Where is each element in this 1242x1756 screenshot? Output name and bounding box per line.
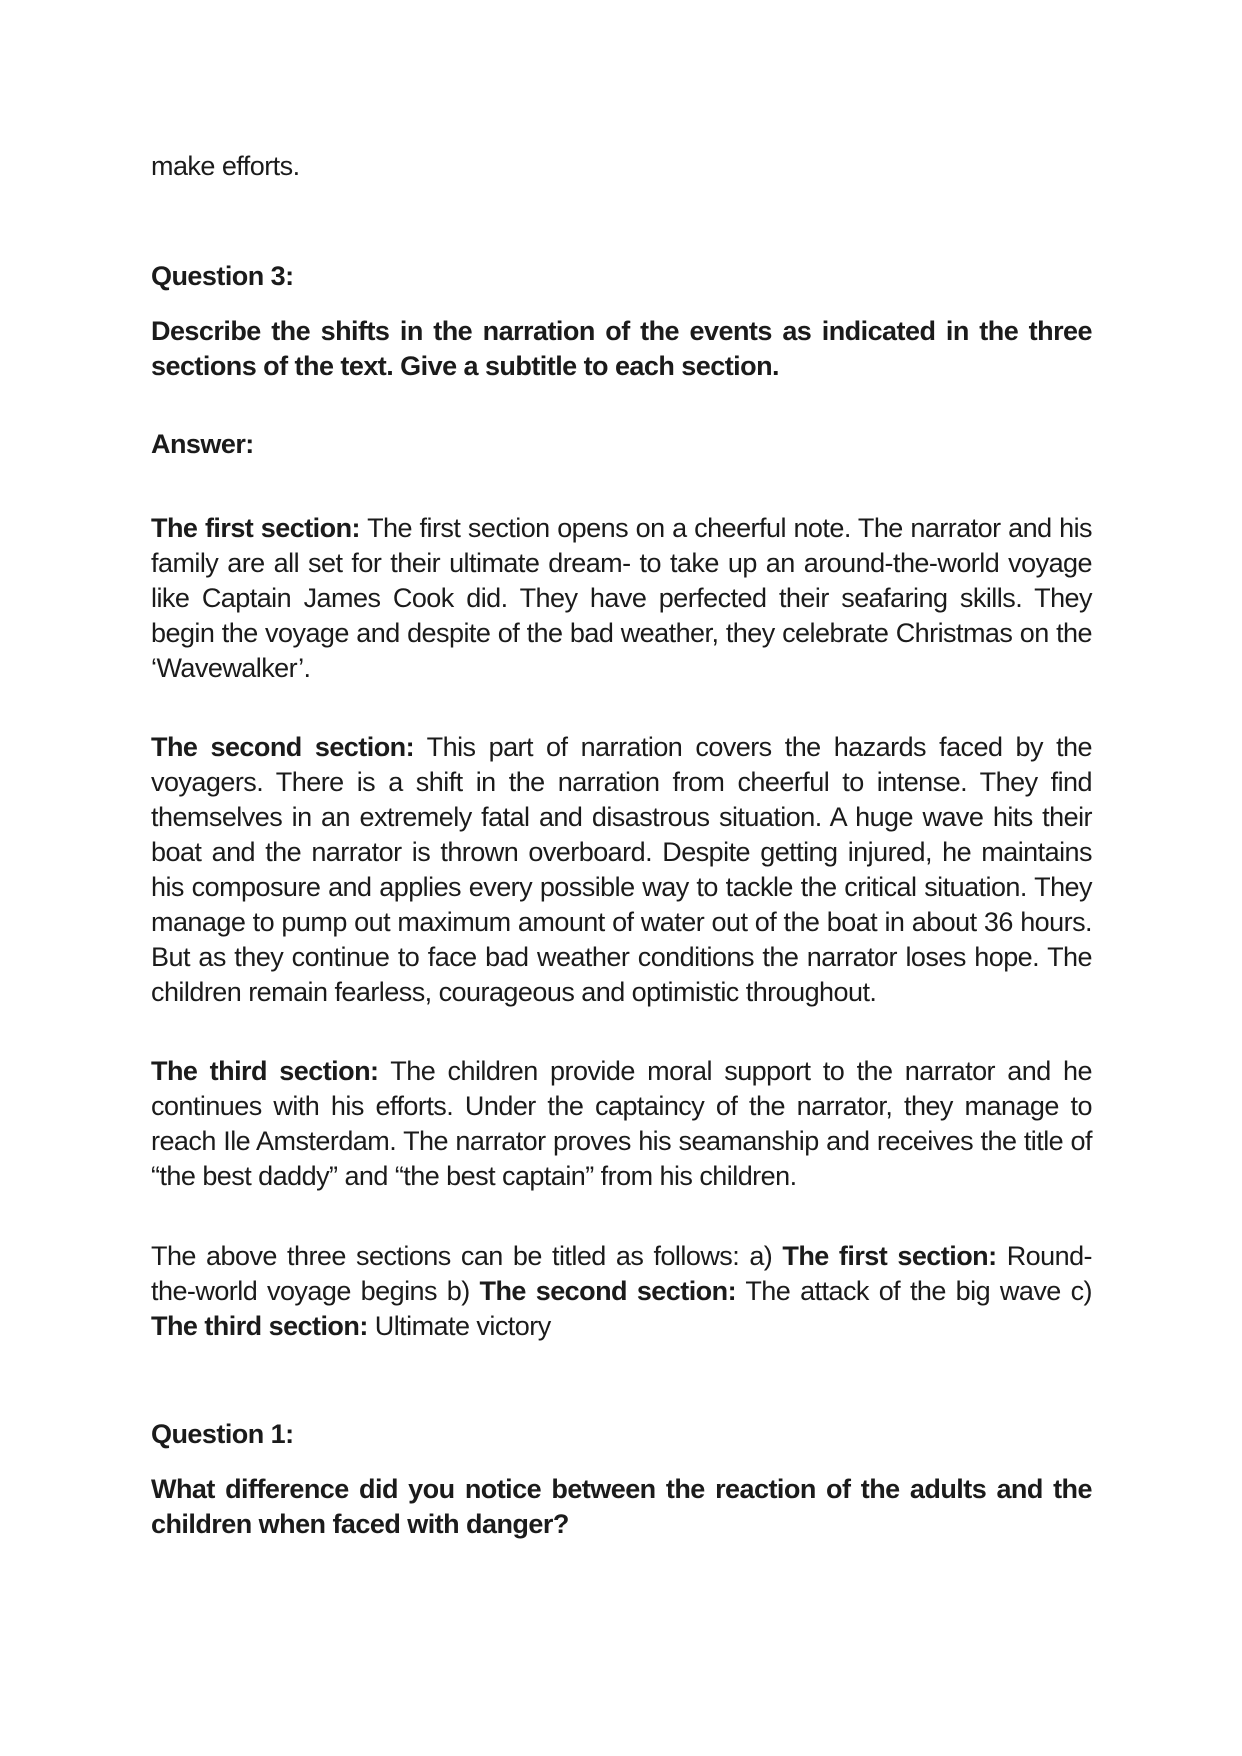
section-titles-paragraph	[151, 1239, 1092, 1344]
question-3-heading: Question 3:	[151, 261, 294, 291]
paragraph-fragment-make-efforts: make efforts.	[151, 151, 300, 181]
titles-seg-intro: The above three sections can be titled as follows: a)	[151, 1241, 783, 1271]
titles-seg-first-title: Round-the-world voyage begins b)	[151, 1241, 1093, 1306]
second-section-paragraph	[151, 730, 1092, 1010]
first-section-paragraph	[151, 511, 1092, 686]
answer-heading: Answer:	[151, 429, 254, 459]
question-3-text: Describe the shifts in the narration of the events as indicated in the three sections of the text. Give a subtitle to each section.	[151, 316, 1092, 381]
first-section-body: The first section opens on a cheerful note. The narrator and his family are all set for their ultimate dream- to take up an around-the-world voyage like Captain James Cook did. They have perfected their seafaring skills. They begin the voyage and despite of the bad weather, they celebrate Christmas on the ‘Wavewalker’.	[151, 513, 1092, 683]
titles-seg-second-title: The attack of the big wave c)	[736, 1276, 1092, 1306]
second-section-body: This part of narration covers the hazards faced by the voyagers. There is a shift in the narration from cheerful to intense. They find themselves in an extremely fatal and disastrous situation. A huge wave hits their boat and the narrator is thrown overboard. Despite getting injured, he maintains his composure and applies every possible way to tackle the critical situation. They manage to pump out maximum amount of water out of the boat in about 36 hours. But as they continue to face bad weather conditions the narrator loses hope. The children remain fearless, courageous and optimistic throughout.	[151, 732, 1092, 1007]
third-section-lead: The third section:	[151, 1056, 379, 1086]
titles-seg-second-section-label: The second section:	[479, 1276, 737, 1306]
first-section-lead: The first section:	[151, 513, 360, 543]
titles-seg-third-title: Ultimate victory	[367, 1311, 551, 1341]
third-section-body: The children provide moral support to the narrator and he continues with his efforts. Under the captaincy of the narrator, they manage to reach Ile Amsterdam. The narrator proves his seamanship and receives the title of “the best daddy” and “the best captain” from his children.	[151, 1056, 1092, 1191]
second-section-lead: The second section:	[151, 732, 415, 762]
question-1-text: What difference did you notice between the reaction of the adults and the children when faced with danger?	[151, 1474, 1092, 1539]
question-1-heading: Question 1:	[151, 1419, 294, 1449]
titles-seg-third-section-label: The third section:	[151, 1311, 368, 1341]
titles-seg-first-section-label: The first section:	[782, 1241, 997, 1271]
third-section-paragraph	[151, 1054, 1092, 1194]
